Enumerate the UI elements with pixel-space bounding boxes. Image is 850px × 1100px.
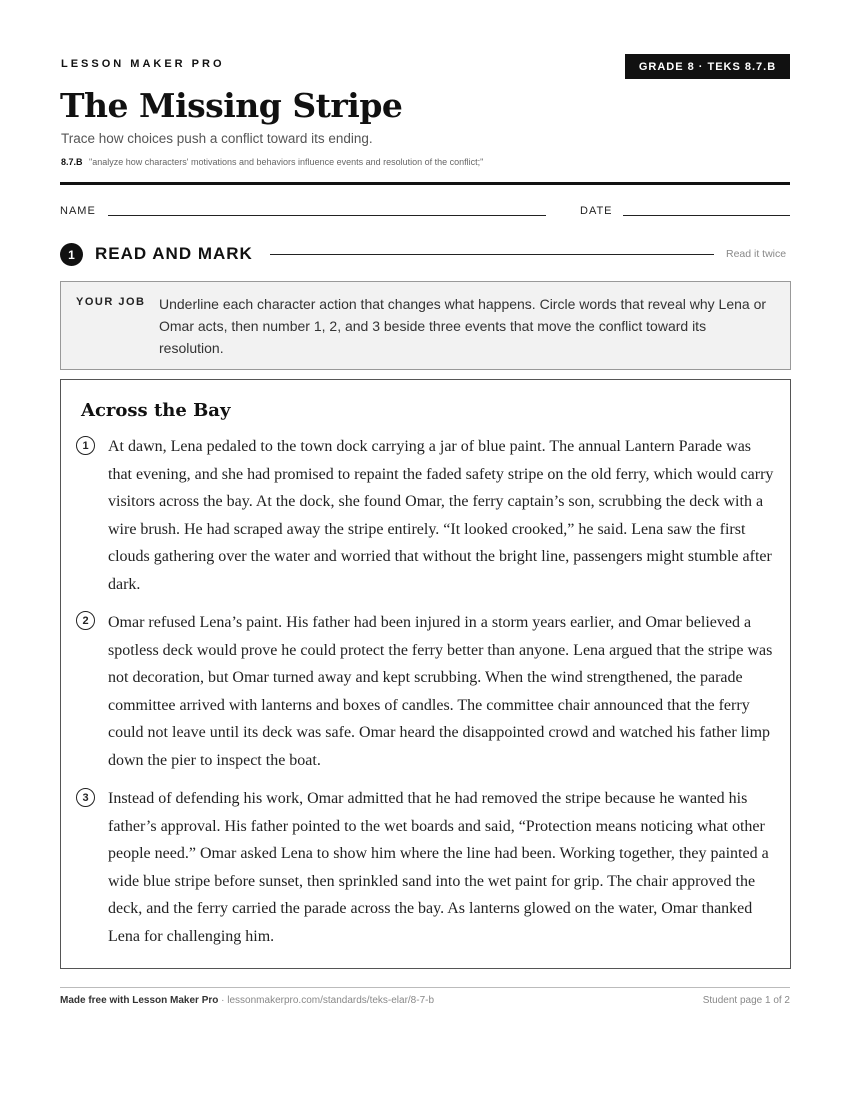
job-label: YOUR JOB [76,296,146,308]
header-divider [60,182,790,185]
standard-line [61,157,483,167]
paragraph-number-2: 2 [76,611,95,630]
paragraph-number-3: 3 [76,788,95,807]
name-field[interactable] [108,215,546,216]
job-instructions: Underline each character action that changes what happens. Circle words that reveal why Lena or Omar acts, then number 1, 2, and 3 beside three events that move the conflict toward its resolution. [159,296,767,356]
passage-paragraph-3: Instead of defending his work, Omar admitted that he had removed the stripe because he wanted his father’s approval. His father pointed to the wet boards and said, “Protection means noticing what other people need.” Omar asked Lena to show him where the line had been. Working together, they painted a wide blue stripe before sunset, then sprinkled sand into the wet paint for grip. The chair approved the deck, and the ferry carried the parade across the bay. As lanterns glowed on the water, Omar thanked Lena for challenging him. [108,790,769,945]
brand-name: LESSON MAKER PRO [61,58,225,70]
footer-link[interactable]: · lessonmakerpro.com/standards/teks-elar/8-7-b [218,995,435,1006]
section-number-badge: 1 [60,243,83,266]
date-field[interactable] [623,215,790,216]
passage-title: Across the Bay [81,400,231,421]
section-title: READ AND MARK [95,244,253,263]
page-title: The Missing Stripe [60,86,403,125]
footer-page-number: Student page 1 of 2 [702,995,790,1006]
page-subtitle: Trace how choices push a conflict toward its ending. [61,131,373,146]
passage-box [60,379,791,969]
footer-credit [60,995,434,1006]
footer-made-with: Made free with Lesson Maker Pro [60,995,219,1006]
grade-badge: GRADE 8 · TEKS 8.7.B [625,54,790,79]
standard-code: 8.7.B [61,157,83,167]
name-label: NAME [60,205,96,217]
footer-divider [60,987,790,988]
section-note: Read it twice [726,248,787,260]
paragraph-number-1: 1 [76,436,95,455]
date-label: DATE [580,205,613,217]
section-divider [270,254,714,255]
job-box [60,281,791,370]
passage-paragraph-1: At dawn, Lena pedaled to the town dock carrying a jar of blue paint. The annual Lantern Parade was that evening, and she had promised to repaint the faded safety stripe on the old ferry, which would carry visitors across the bay. At the dock, she found Omar, the ferry captain’s son, scrubbing the deck with a wire brush. He had scraped away the stripe entirely. “It looked crooked,” he said. Lena saw the first clouds gathering over the water and worried that without the bright line, passengers might stumble after dark. [108,438,774,593]
standard-text: "analyze how characters' motivations and behaviors influence events and resolution of the conflict;" [89,157,484,167]
passage-paragraph-2: Omar refused Lena’s paint. His father had been injured in a storm years earlier, and Omar believed a spotless deck would prove he could protect the ferry better than anyone. Lena argued that the stripe was not decoration, but Omar turned away and kept scrubbing. When the wind strengthened, the parade committee arrived with lanterns and boxes of candles. The committee chair announced that the ferry could not leave until its deck was safe. Omar heard the disappointed crowd and watched his father limp down the pier to inspect the boat. [108,614,773,769]
